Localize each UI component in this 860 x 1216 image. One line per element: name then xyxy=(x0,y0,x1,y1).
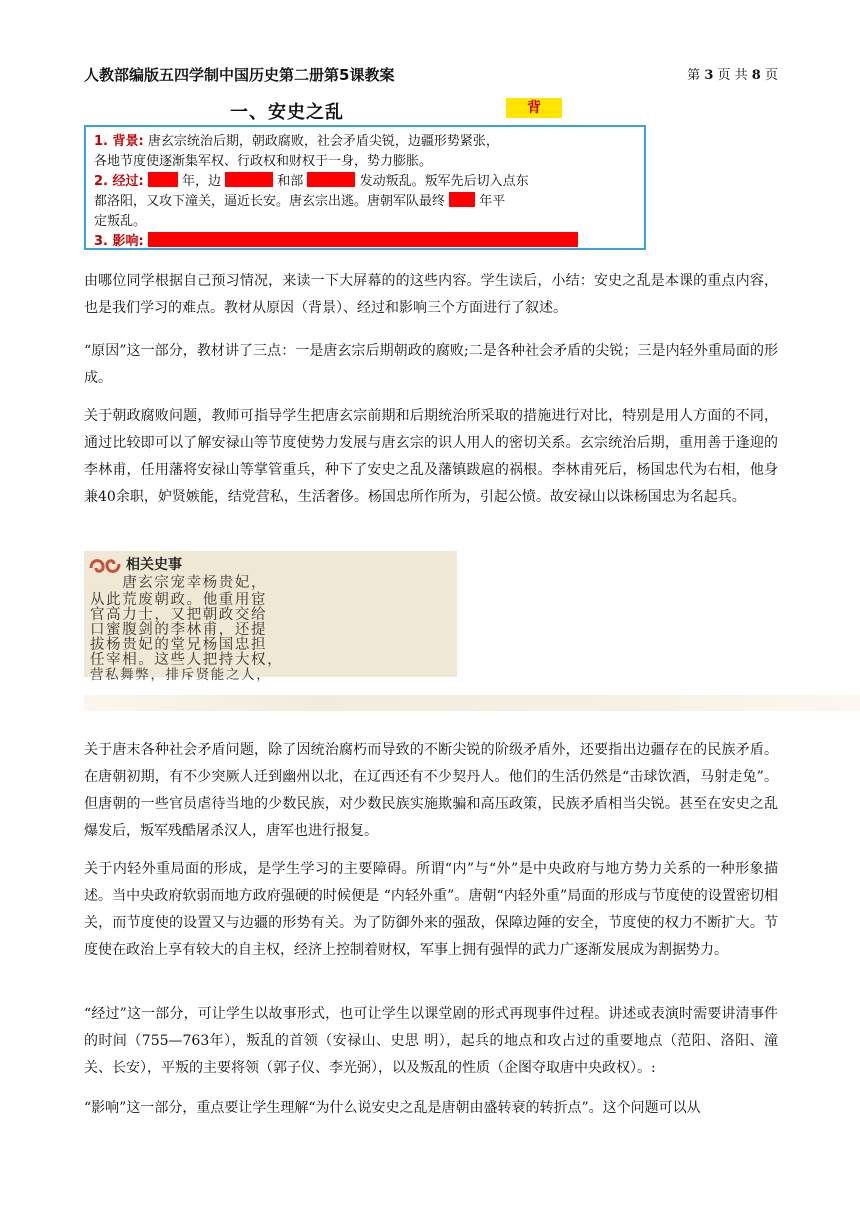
paragraph-process: “经过”这一部分，可让学生以故事形式，也可让学生以课堂剧的形式再现事件过程。讲述或表演时需要讲清事件的时间（755—763年），叛乱的首领（安禄山、史思 明），起兵的地点和攻占过的重要地点（范阳、洛阳、潼关、长安），平叛的主要将领（郭子仪、李光弼），以及叛乱的性质（企图夺取唐中央政权）。: xyxy=(84,1006,778,1076)
slide-line xyxy=(94,210,146,229)
process-text-4: 年平 xyxy=(479,194,506,209)
slide-image-an-shi-rebellion xyxy=(84,92,646,249)
story-line: 营私舞弊，排斥贤能之人， xyxy=(90,667,272,683)
redacted-block xyxy=(307,172,355,187)
process-line-3: 定叛乱。 xyxy=(94,214,147,229)
slide-line xyxy=(94,190,505,209)
paragraph-corruption: 关于朝政腐败问题，教师可指导学生把唐玄宗前期和后期统治所采取的措施进行对比，特别是用人方面的不同，通过比较即可以了解安禄山等节度使势力发展与唐玄宗的识人用人的密切关系。玄宗统治后期，重用善于逢迎的李林甫，任用藩将安禄山等掌管重兵，种下了安史之乱及藩镇跋扈的祸根。李林甫死后，杨国忠代为右相，他身兼40余职，妒贤嫉能，结党营私，生活奢侈。杨国忠所作所为，引起公愤。故安禄山以诛杨国忠为名起兵。 xyxy=(84,408,778,505)
story-line: 从此荒废朝政。他重用宦 xyxy=(90,592,268,608)
document-title: 人教部编版五四学制中国历史第二册第5课教案 xyxy=(84,66,395,84)
paragraph-inner-outer: 关于内轻外重局面的形成，是学生学习的主要障碍。所谓“内”与“外”是中央政府与地方势力关系的一种形象描述。当中央政府软弱而地方政府强硬的时候便是 “内轻外重”。唐朝“内轻外重”局面的形成与节度使的设置密切相关，而节度使的设置又与边疆的形势有关。为了防御外来的强敌，保障边陲的安全，节度使的权力不断扩大。节度使在政治上享有较大的自主权，经济上控制着财权，军事上拥有强悍的武力广逐渐发展成为割据势力。 xyxy=(84,861,778,958)
slide-heading: 一、安史之乱 xyxy=(230,102,344,123)
process-text-2: 和部 xyxy=(277,174,304,189)
page-header xyxy=(84,64,778,84)
page-prefix: 第 xyxy=(687,68,701,83)
redacted-block xyxy=(148,232,578,247)
story-line: 拔杨贵妃的堂兄杨国忠担 xyxy=(90,637,268,653)
slide-line xyxy=(94,170,529,189)
slide-line xyxy=(94,130,499,149)
page-indicator xyxy=(687,64,778,83)
background-text-1: 唐玄宗统治后期，朝政腐败，社会矛盾尖锐，边疆形势紧张， xyxy=(147,134,499,149)
background-text-2: 各地节度使逐渐集军权、行政权和财权于一身，势力膨胀。 xyxy=(94,154,433,169)
paragraph-intro: 由哪位同学根据自己预习情况，来读一下大屏幕的的这些内容。学生读后，小结：安史之乱是本课的重点内容，也是我们学习的难点。教材从原因（背景）、经过和影响三个方面进行了叙述。 xyxy=(84,273,778,316)
story-line: 任宰相。这些人把持大权， xyxy=(90,652,284,668)
decorative-strip xyxy=(84,695,860,711)
story-line: 官高力士，又把朝政交给 xyxy=(90,607,268,623)
impact-label: 3. 影响: xyxy=(94,234,144,249)
page-total: 8 xyxy=(751,68,761,83)
slide-content-box xyxy=(84,125,646,250)
slide-line xyxy=(94,150,432,169)
slide-tag: 背 xyxy=(506,98,562,118)
related-history-image xyxy=(84,551,457,683)
story-title: 相关史事 xyxy=(126,557,182,573)
process-text-1: 年，边 xyxy=(182,174,222,189)
page-number: 3 xyxy=(704,68,714,83)
process-text-3: 发动叛乱。叛军先后切入点东 xyxy=(359,174,529,189)
slide-line xyxy=(94,230,578,249)
redacted-block xyxy=(148,172,178,187)
process-line-2: 都洛阳，又攻下潼关，逼近长安。唐玄宗出逃。唐朝军队最终 xyxy=(94,194,446,209)
paragraph-impact: “影响”这一部分，重点要让学生理解“为什么说安史之乱是唐朝由盛转衰的转折点”。这个问题可以从 xyxy=(84,1100,701,1116)
story-line: 唐玄宗宠幸杨贵妃， xyxy=(90,575,268,591)
story-line: 口蜜腹剑的李林甫，还提 xyxy=(90,622,268,638)
redacted-block xyxy=(225,172,273,187)
page-suffix: 页 xyxy=(764,68,778,83)
redacted-block xyxy=(449,192,475,207)
page-mid: 页 共 xyxy=(717,68,748,83)
paragraph-social-conflicts: 关于唐末各种社会矛盾问题，除了因统治腐朽而导致的不断尖锐的阶级矛盾外，还要指出边疆存在的民族矛盾。在唐朝初期，有不少突厥人迁到幽州以北，在辽西还有不少契丹人。他们的生活仍然是“击球饮酒，马射走兔”。但唐朝的一些官员虐待当地的少数民族，对少数民族实施欺骗和高压政策，民族矛盾相当尖锐。甚至在安史之乱爆发后，叛军残酷屠杀汉人，唐军也进行报复。 xyxy=(84,742,778,839)
paragraph-causes: “原因”这一部分，教材讲了三点：一是唐玄宗后期朝政的腐败;二是各种社会矛盾的尖锐；三是内轻外重局面的形成。 xyxy=(84,343,778,386)
process-label: 2. 经过: xyxy=(94,174,144,189)
background-label: 1. 背景: xyxy=(94,134,144,149)
